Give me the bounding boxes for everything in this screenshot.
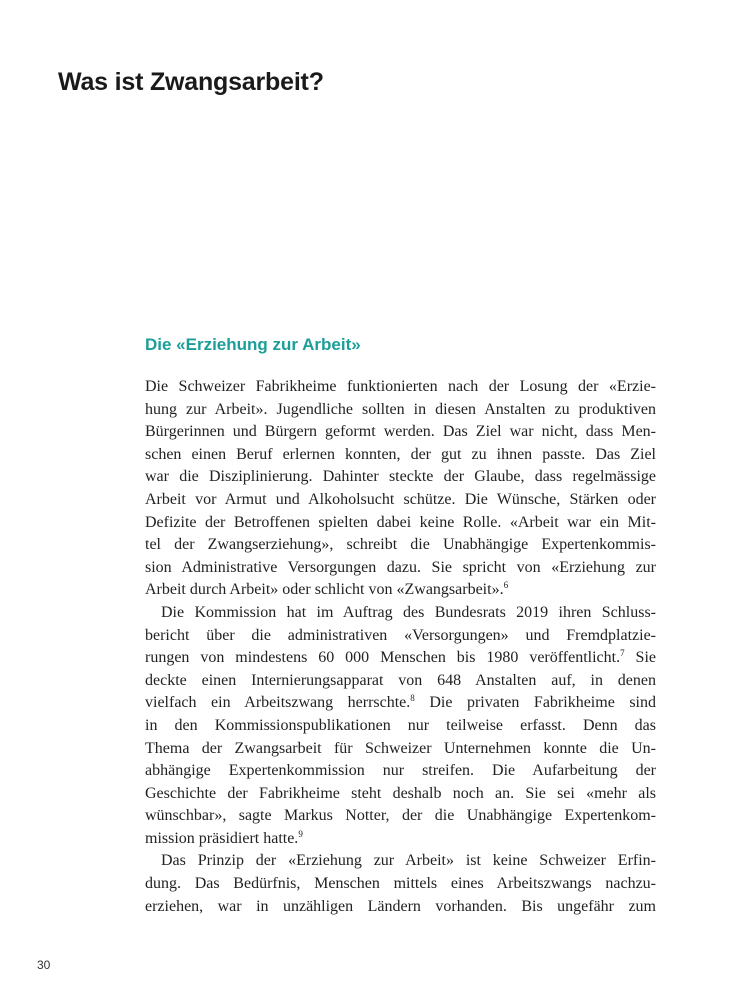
text-line: in den Kommissionspublikationen nur teilweise erfasst. Denn das [145,716,656,734]
text-line: abhängige Expertenkommission nur streifen. Die Aufarbeitung der [145,762,656,780]
text-line: Die Kommission hat im Auftrag des Bundesrats 2019 ihren Schluss- [161,603,656,621]
text-line: Arbeit vor Armut und Alkoholsucht schütze. Die Wünsche, Stärken oder [145,490,656,508]
footnote-ref: 7 [620,648,625,659]
text-line-content: vielfach ein Arbeitszwang herrschte. [145,694,411,712]
text-line [145,579,656,602]
text-line: tel der Zwangserziehung», schreibt die Unabhängige Expertenkommis- [145,536,656,554]
text-line: wünschbar», sagte Markus Notter, der die Unabhängige Expertenkom- [145,807,656,825]
text-line: Thema der Zwangsarbeit für Schweizer Unternehmen konnte die Un- [145,739,656,757]
text-line: war die Disziplinierung. Dahinter steckte der Glaube, dass regelmässige [145,468,656,486]
text-line-tail: Die privaten Fabrikheime sind [414,694,657,712]
text-line: Defizite der Betroffenen spielten dabei keine Rolle. «Arbeit war ein Mit- [145,513,656,531]
text-line: schen einen Beruf erlernen konnten, der gut zu ihnen passte. Das Ziel [145,445,656,463]
text-line-content: mission präsidiert hatte. [145,829,299,847]
chapter-title: Was ist Zwangsarbeit? [58,68,324,96]
text-line: Geschichte der Fabrikheime steht deshalb noch an. Sie sei «mehr als [145,784,656,802]
footnote-ref: 8 [410,693,415,704]
section-heading: Die «Erziehung zur Arbeit» [145,335,361,354]
text-line: Bürgerinnen und Bürgern geformt werden. Das Ziel war nicht, dass Men- [145,423,656,441]
text-line: Die Schweizer Fabrikheime funktionierten nach der Losung der «Erzie- [145,378,656,395]
text-line: bericht über die administrativen «Versorgungen» und Fremdplatzie- [145,626,656,644]
page-number: 30 [37,958,51,972]
body-text [145,376,656,918]
text-line: sion Administrative Versorgungen dazu. Sie spricht von «Erziehung zur [145,558,656,576]
text-line [145,692,656,715]
text-line: hung zur Arbeit». Jugendliche sollten in diesen Anstalten zu produktiven [145,400,656,418]
text-line: deckte einen Internierungsapparat von 648 Anstalten auf, in denen [145,671,656,689]
text-line [145,647,656,670]
footnote-ref: 6 [503,580,509,591]
footnote-ref: 9 [298,828,303,839]
text-line-content: rungen von mindestens 60 000 Menschen bis 1980 veröffentlicht. [145,649,621,667]
text-line: Das Prinzip der «Erziehung zur Arbeit» ist keine Schweizer Erfin- [161,852,656,870]
text-line-tail: Sie [624,649,656,667]
text-line: erziehen, war in unzähligen Ländern vorhanden. Bis ungefähr zum [145,897,656,915]
text-line [145,828,656,851]
text-line-content: Arbeit durch Arbeit» oder schlicht von «Zwangsarbeit». [145,581,504,599]
text-line: dung. Das Bedürfnis, Menschen mittels eines Arbeitszwangs nachzu- [145,875,656,893]
